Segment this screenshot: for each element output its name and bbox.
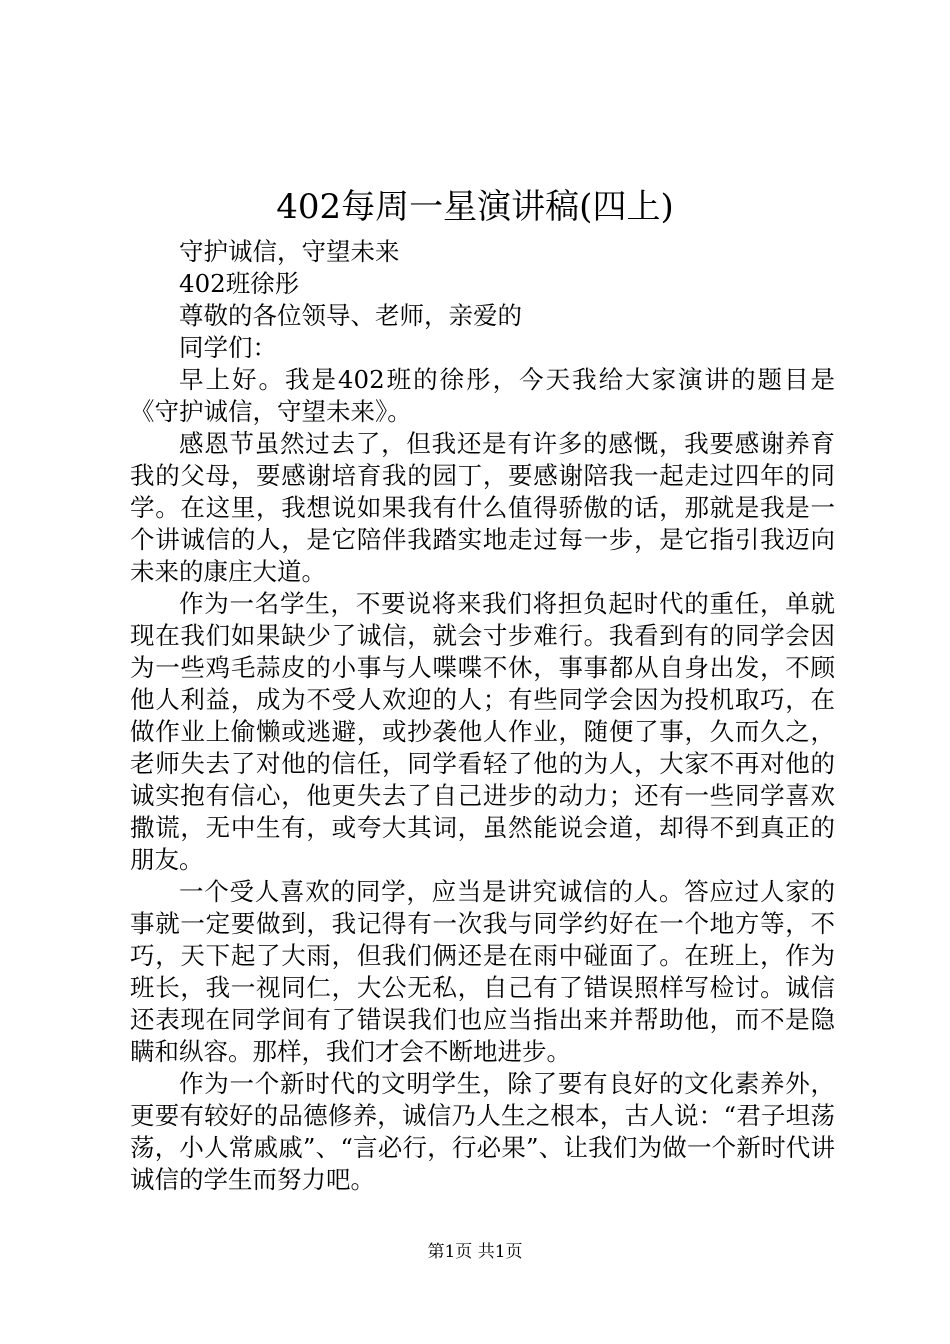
paragraph-gratitude: 感恩节虽然过去了，但我还是有许多的感慨，我要感谢养育我的父母，要感谢培育我的园丁，要感谢陪我一起走过四年的同学。在这里，我想说如果我有什么值得骄傲的话，那就是我是一个讲诚信的人，是它陪伴我踏实地走过每一步，是它指引我迈向未来的康庄大道。 [130, 429, 835, 586]
salutation-line: 尊敬的各位领导、老师，亲爱的 [179, 301, 522, 330]
paragraph-conclusion: 作为一个新时代的文明学生，除了要有良好的文化素养外，更要有较好的品德修养，诚信乃人生之根本，古人说：“君子坦荡荡，小人常戚戚”、“言必行，行必果”、让我们为做一个新时代讲诚信的学生而努力吧。 [130, 1069, 835, 1194]
speaker-line: 402班徐彤 [179, 269, 300, 298]
document-body [130, 236, 835, 1196]
salutation-line-2: 同学们： [179, 333, 277, 362]
paragraph-intro: 早上好。我是402班的徐彤，今天我给大家演讲的题目是《守护诚信，守望未来》。 [130, 365, 835, 426]
page-footer: 第1页 共1页 [427, 1242, 523, 1262]
paragraph-example: 一个受人喜欢的同学，应当是讲究诚信的人。答应过人家的事就一定要做到，我记得有一次我与同学约好在一个地方等，不巧，天下起了大雨，但我们俩还是在雨中碰面了。在班上，作为班长，我一视同仁，大公无私，自己有了错误照样写检讨。诚信还表现在同学间有了错误我们也应当指出来并帮助他，而不是隐瞒和纵容。那样，我们才会不断地进步。 [130, 877, 835, 1066]
paragraph-student: 作为一名学生，不要说将来我们将担负起时代的重任，单就现在我们如果缺少了诚信，就会寸步难行。我看到有的同学会因为一些鸡毛蒜皮的小事与人喋喋不休，事事都从自身出发，不顾他人利益，成为不受人欢迎的人；有些同学会因为投机取巧，在做作业上偷懒或逃避，或抄袭他人作业，随便了事，久而久之，老师失去了对他的信任，同学看轻了他的为人，大家不再对他的诚实抱有信心，他更失去了自己进步的动力；还有一些同学喜欢撒谎，无中生有，或夸大其词，虽然能说会道，却得不到真正的朋友。 [130, 589, 835, 874]
speech-heading: 守护诚信，守望未来 [179, 237, 400, 266]
document-title: 402每周一星演讲稿(四上) [276, 187, 674, 227]
